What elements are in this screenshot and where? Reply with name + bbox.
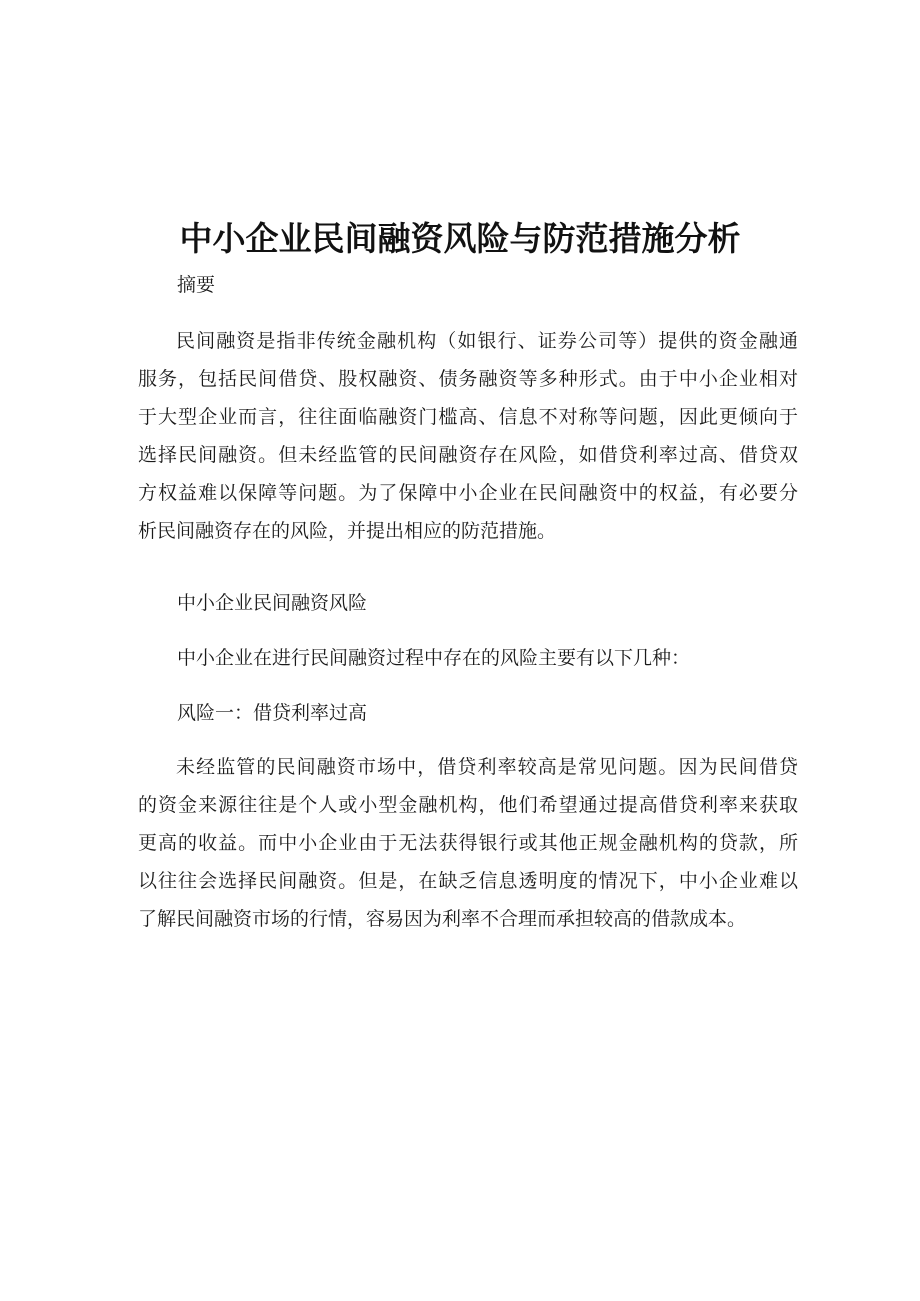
paragraph-line: 的资金来源往往是个人或小型金融机构，他们希望通过提高借贷利率来获取 (138, 794, 798, 816)
paragraph-line: 于大型企业而言，往往面临融资门槛高、信息不对称等问题，因此更倾向于 (138, 406, 798, 428)
paragraph-line: 选择民间融资。但未经监管的民间融资存在风险，如借贷利率过高、借贷双 (138, 444, 798, 466)
section-heading: 中小企业民间融资风险 (177, 592, 368, 614)
risk1-paragraph (138, 748, 798, 938)
paragraph-line: 民间融资是指非传统金融机构（如银行、证券公司等）提供的资金融通 (176, 330, 798, 352)
paragraph-line: 未经监管的民间融资市场中，借贷利率较高是常见问题。因为民间借贷 (176, 756, 798, 778)
risk1-heading: 风险一：借贷利率过高 (177, 702, 368, 724)
paragraph-line: 以往往会选择民间融资。但是，在缺乏信息透明度的情况下，中小企业难以 (138, 870, 798, 892)
abstract-heading: 摘要 (177, 274, 216, 296)
paragraph-line: 了解民间融资市场的行情，容易因为利率不合理而承担较高的借款成本。 (138, 908, 747, 930)
paragraph-line: 方权益难以保障等问题。为了保障中小企业在民间融资中的权益，有必要分 (138, 482, 798, 504)
paragraph-line: 析民间融资存在的风险，并提出相应的防范措施。 (138, 520, 557, 542)
paragraph-line: 服务，包括民间借贷、股权融资、债务融资等多种形式。由于中小企业相对 (138, 368, 798, 390)
section-intro: 中小企业在进行民间融资过程中存在的风险主要有以下几种： (177, 647, 691, 669)
abstract-paragraph (138, 322, 798, 550)
document-title: 中小企业民间融资风险与防范措施分析 (179, 219, 741, 258)
paragraph-line: 更高的收益。而中小企业由于无法获得银行或其他正规金融机构的贷款，所 (138, 832, 798, 854)
